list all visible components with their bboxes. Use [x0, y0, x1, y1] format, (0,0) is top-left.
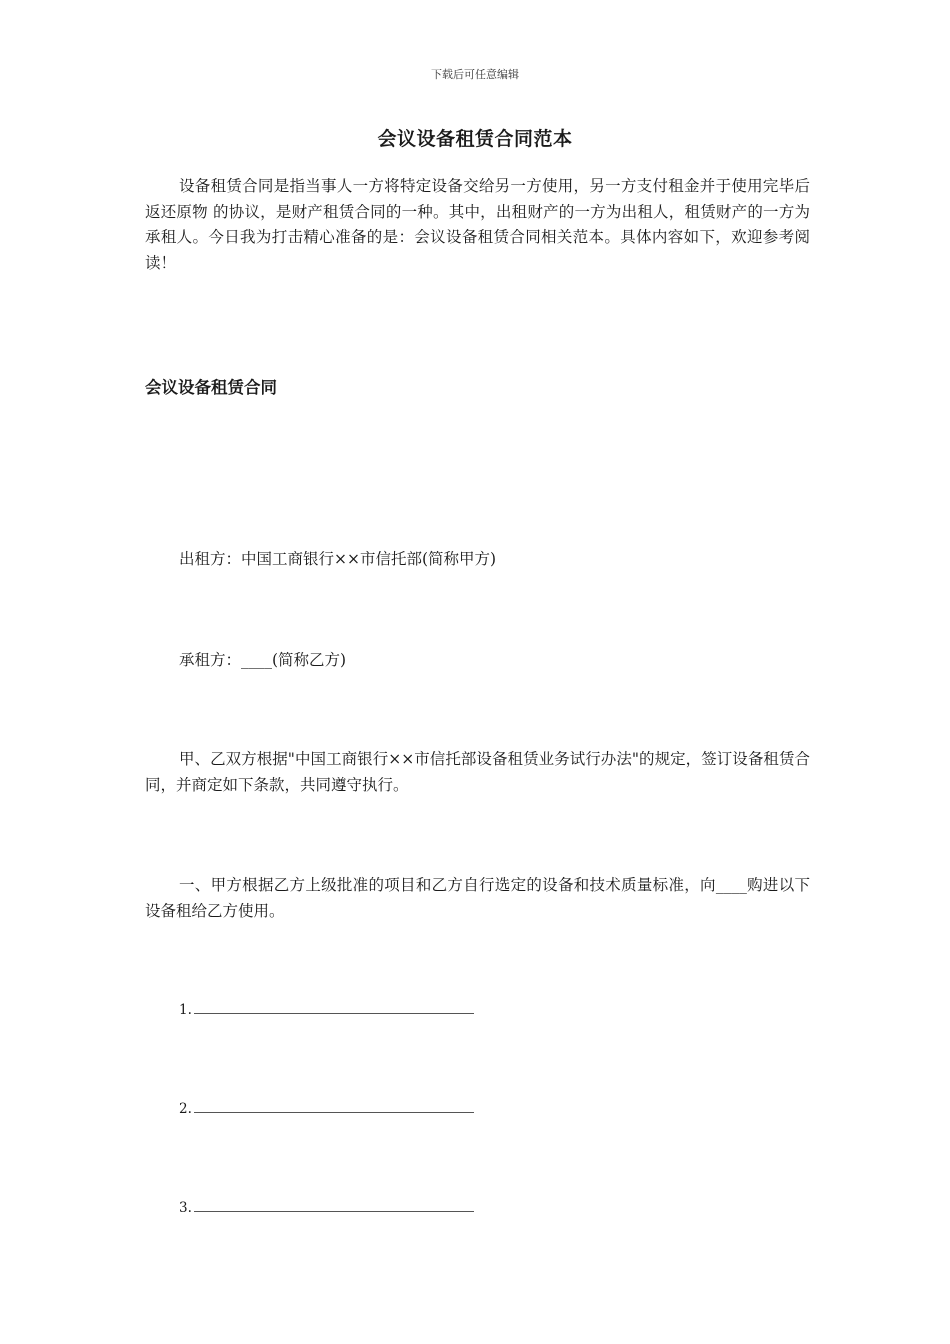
agreement-paragraph: 甲、乙双方根据"中国工商银行××市信托部设备租赁业务试行办法"的规定，签订设备租赁合同，并商定如下条款，共同遵守执行。 — [145, 750, 810, 794]
clause-1-paragraph: 一、甲方根据乙方上级批准的项目和乙方自行选定的设备和技术质量标准，向____购进以下设备租给乙方使用。 — [145, 876, 810, 920]
document-title: 会议设备租赁合同范本 — [377, 128, 573, 150]
item-number: 3. — [179, 1200, 192, 1216]
header-note: 下载后可任意编辑 — [431, 68, 519, 81]
item-blank-line — [194, 999, 474, 1014]
intro-paragraph: 设备租赁合同是指当事人一方将特定设备交给另一方使用，另一方支付租金并于使用完毕后返还原物 的协议，是财产租赁合同的一种。其中，出租财产的一方为出租人，租赁财产的一方为承租人。今日我为打击精心准备的是：会议设备租赁合同相关范本。具体内容如下，欢迎参考阅读！ — [145, 177, 810, 272]
lessor-line: 出租方：中国工商银行××市信托部(简称甲方) — [179, 550, 497, 568]
equipment-item-2 — [179, 1098, 474, 1119]
lessee-line: 承租方：____(简称乙方) — [179, 651, 347, 669]
item-blank-line — [194, 1098, 474, 1113]
equipment-item-3 — [179, 1197, 474, 1218]
item-blank-line — [194, 1197, 474, 1212]
section-heading: 会议设备租赁合同 — [145, 378, 277, 397]
equipment-item-1 — [179, 999, 474, 1020]
item-number: 2. — [179, 1101, 192, 1117]
item-number: 1. — [179, 1002, 192, 1018]
